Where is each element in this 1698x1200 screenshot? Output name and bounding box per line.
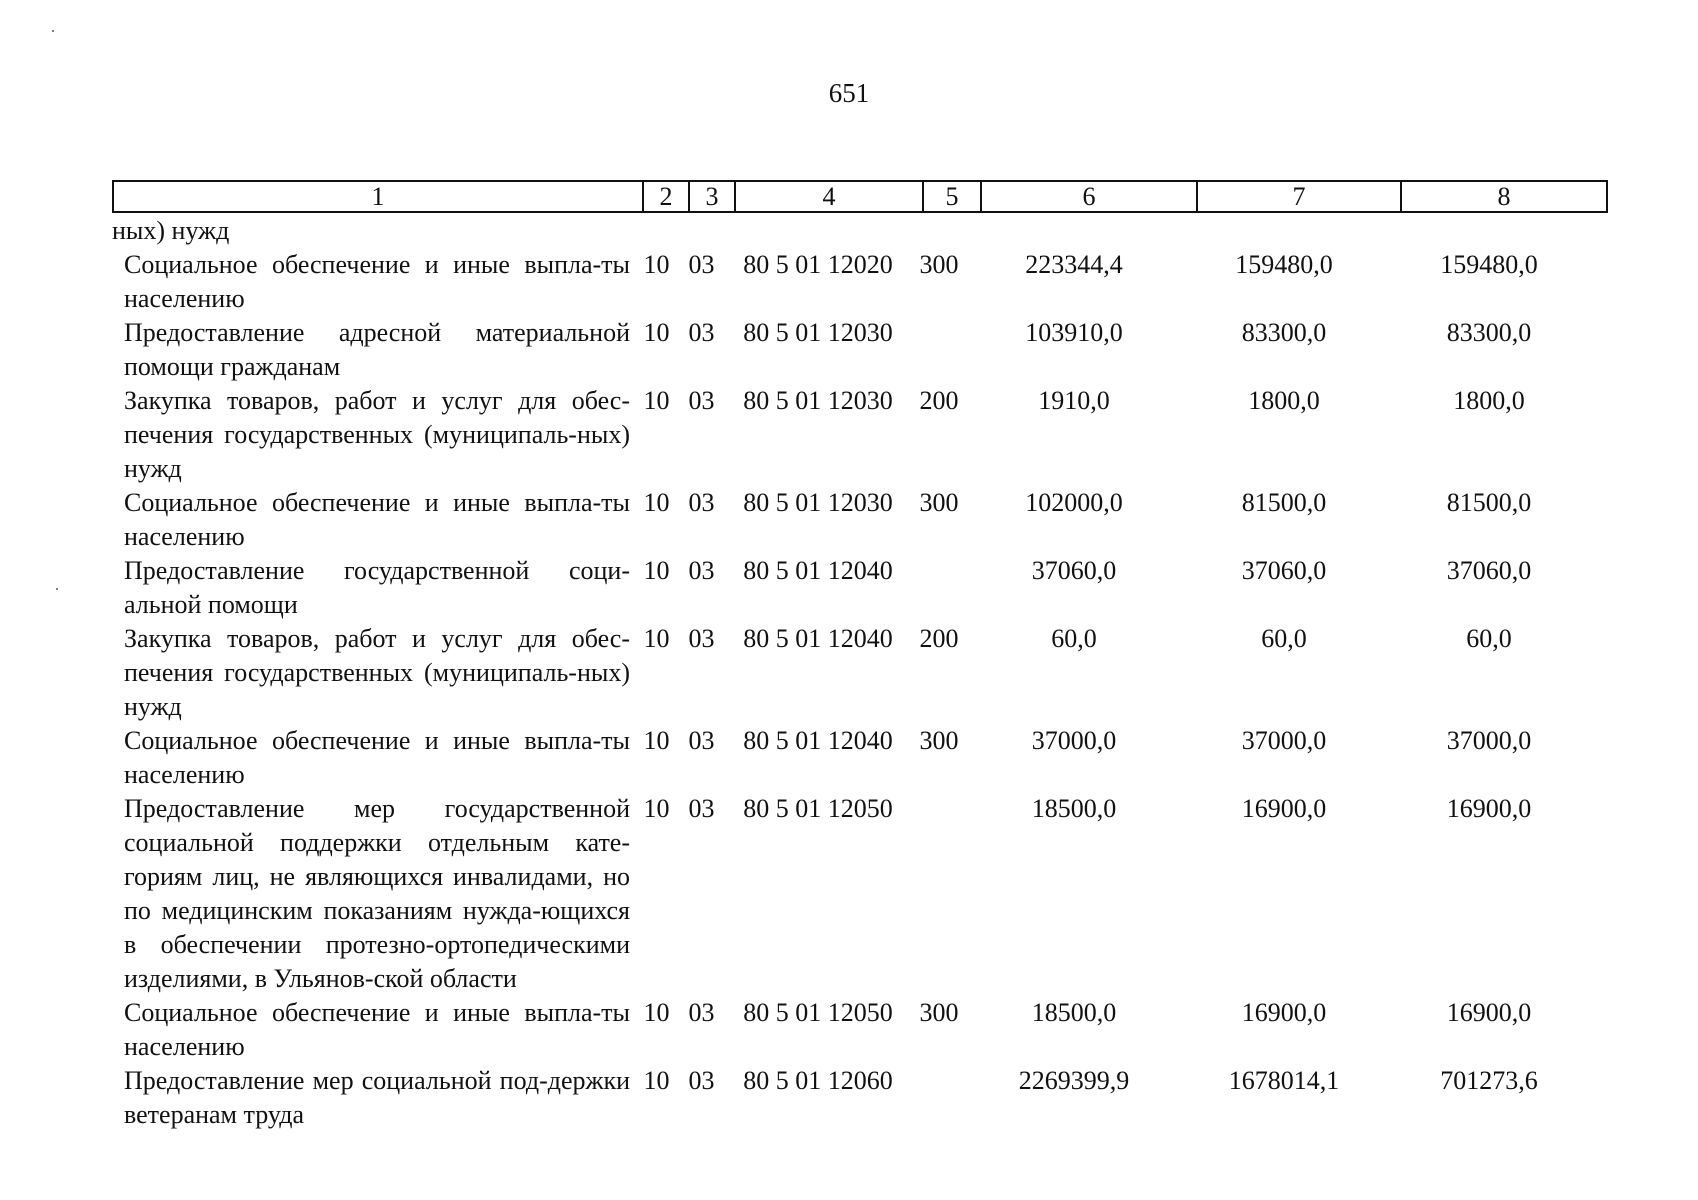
row-value-7: 37060,0 — [1241, 556, 1327, 585]
row-code: 80 5 01 12030 — [743, 488, 893, 517]
row-name: Предоставление мер социальной под-держки ветеранам труда — [124, 1066, 630, 1129]
row-value-6: 1910,0 — [1038, 386, 1110, 415]
table-row — [112, 486, 1608, 554]
row-value-6: 18500,0 — [1031, 998, 1117, 1027]
table-header — [112, 180, 1608, 213]
row-subsection: 03 — [688, 726, 715, 755]
row-section: 10 — [643, 488, 670, 517]
row-value-6: 2269399,9 — [1018, 1066, 1130, 1095]
table-row — [112, 792, 1608, 996]
header-col-1: 1 — [114, 182, 644, 211]
row-type: 300 — [919, 250, 959, 279]
row-subsection: 03 — [688, 794, 715, 823]
row-value-8: 16900,0 — [1446, 998, 1532, 1027]
row-value-6: 18500,0 — [1031, 794, 1117, 823]
row-name: Закупка товаров, работ и услуг для обес-печения государственных (муниципаль-ных) нужд — [124, 624, 630, 721]
row-section: 10 — [643, 624, 670, 653]
row-value-8: 159480,0 — [1440, 250, 1538, 279]
row-value-6: 102000,0 — [1025, 488, 1123, 517]
row-value-8: 60,0 — [1466, 624, 1512, 653]
row-subsection: 03 — [688, 386, 715, 415]
row-section: 10 — [643, 998, 670, 1027]
table-row — [112, 554, 1608, 622]
row-name: Предоставление адресной материальной помощи гражданам — [124, 318, 630, 381]
row-subsection: 03 — [688, 998, 715, 1027]
row-name: Социальное обеспечение и иные выпла-ты населению — [124, 250, 630, 313]
row-subsection: 03 — [688, 624, 715, 653]
table-row — [112, 622, 1608, 724]
row-code: 80 5 01 12030 — [743, 386, 893, 415]
row-value-7: 16900,0 — [1241, 794, 1327, 823]
row-section: 10 — [643, 794, 670, 823]
header-col-8: 8 — [1497, 181, 1511, 211]
row-section: 10 — [643, 1066, 670, 1095]
row-name: Социальное обеспечение и иные выпла-ты населению — [124, 726, 630, 789]
row-type: 300 — [919, 488, 959, 517]
row-code: 80 5 01 12050 — [743, 794, 893, 823]
row-code: 80 5 01 12050 — [743, 998, 893, 1027]
row-code: 80 5 01 12040 — [743, 624, 893, 653]
table-row — [112, 724, 1608, 792]
row-value-8: 701273,6 — [1440, 1066, 1538, 1095]
row-subsection: 03 — [688, 1066, 715, 1095]
row-name: Социальное обеспечение и иные выпла-ты населению — [124, 998, 630, 1061]
row-value-7: 1800,0 — [1248, 386, 1320, 415]
row-value-7: 159480,0 — [1235, 250, 1333, 279]
row-name: ных) нужд — [112, 216, 230, 245]
row-name: Предоставление мер государственной социальной поддержки отдельным кате-гориям лиц, не являющихся инвалидами, но по медицинским показаниям нужда-ющихся в обеспечении протезно-ортопедическими изделиями, в Ульянов-ской области — [124, 794, 630, 993]
row-value-8: 81500,0 — [1446, 488, 1532, 517]
row-value-6: 37000,0 — [1031, 726, 1117, 755]
row-section: 10 — [643, 386, 670, 415]
table-row — [112, 996, 1608, 1064]
row-subsection: 03 — [688, 250, 715, 279]
table-row — [112, 316, 1608, 384]
row-name: Социальное обеспечение и иные выпла-ты населению — [124, 488, 630, 551]
row-value-8: 16900,0 — [1446, 794, 1532, 823]
row-section: 10 — [643, 250, 670, 279]
table-body — [112, 214, 1608, 1132]
row-value-6: 103910,0 — [1025, 318, 1123, 347]
row-subsection: 03 — [688, 556, 715, 585]
row-value-7: 81500,0 — [1241, 488, 1327, 517]
header-col-7: 7 — [1198, 182, 1402, 211]
row-section: 10 — [643, 318, 670, 347]
scan-speck — [52, 30, 54, 32]
row-value-7: 60,0 — [1261, 624, 1307, 653]
row-name: Закупка товаров, работ и услуг для обес-печения государственных (муниципаль-ных) нужд — [124, 386, 630, 483]
header-col-5: 5 — [924, 182, 982, 211]
row-code: 80 5 01 12040 — [743, 556, 893, 585]
row-type: 200 — [919, 386, 959, 415]
row-value-8: 1800,0 — [1453, 386, 1525, 415]
row-value-6: 37060,0 — [1031, 556, 1117, 585]
row-type: 300 — [919, 726, 959, 755]
row-value-8: 37060,0 — [1446, 556, 1532, 585]
row-code: 80 5 01 12060 — [743, 1066, 893, 1095]
row-value-7: 16900,0 — [1241, 998, 1327, 1027]
page-number: 651 — [828, 78, 870, 108]
row-type: 300 — [919, 998, 959, 1027]
row-value-6: 60,0 — [1051, 624, 1097, 653]
header-col-4: 4 — [736, 182, 924, 211]
header-col-6: 6 — [982, 182, 1198, 211]
row-subsection: 03 — [688, 318, 715, 347]
row-section: 10 — [643, 726, 670, 755]
header-col-2: 2 — [644, 182, 690, 211]
table-row — [112, 1064, 1608, 1132]
table-row — [112, 384, 1608, 486]
row-name: Предоставление государственной соци-альной помощи — [124, 556, 630, 619]
row-value-8: 83300,0 — [1446, 318, 1532, 347]
row-value-6: 223344,4 — [1025, 250, 1123, 279]
row-subsection: 03 — [688, 488, 715, 517]
header-col-3: 3 — [690, 182, 736, 211]
row-value-7: 1678014,1 — [1228, 1066, 1340, 1095]
scan-speck — [56, 588, 58, 590]
row-type: 200 — [919, 624, 959, 653]
row-section: 10 — [643, 556, 670, 585]
table-row — [112, 248, 1608, 316]
row-value-7: 37000,0 — [1241, 726, 1327, 755]
row-code: 80 5 01 12020 — [743, 250, 893, 279]
row-value-7: 83300,0 — [1241, 318, 1327, 347]
row-code: 80 5 01 12040 — [743, 726, 893, 755]
row-value-8: 37000,0 — [1446, 726, 1532, 755]
row-code: 80 5 01 12030 — [743, 318, 893, 347]
table-row — [112, 214, 1608, 248]
